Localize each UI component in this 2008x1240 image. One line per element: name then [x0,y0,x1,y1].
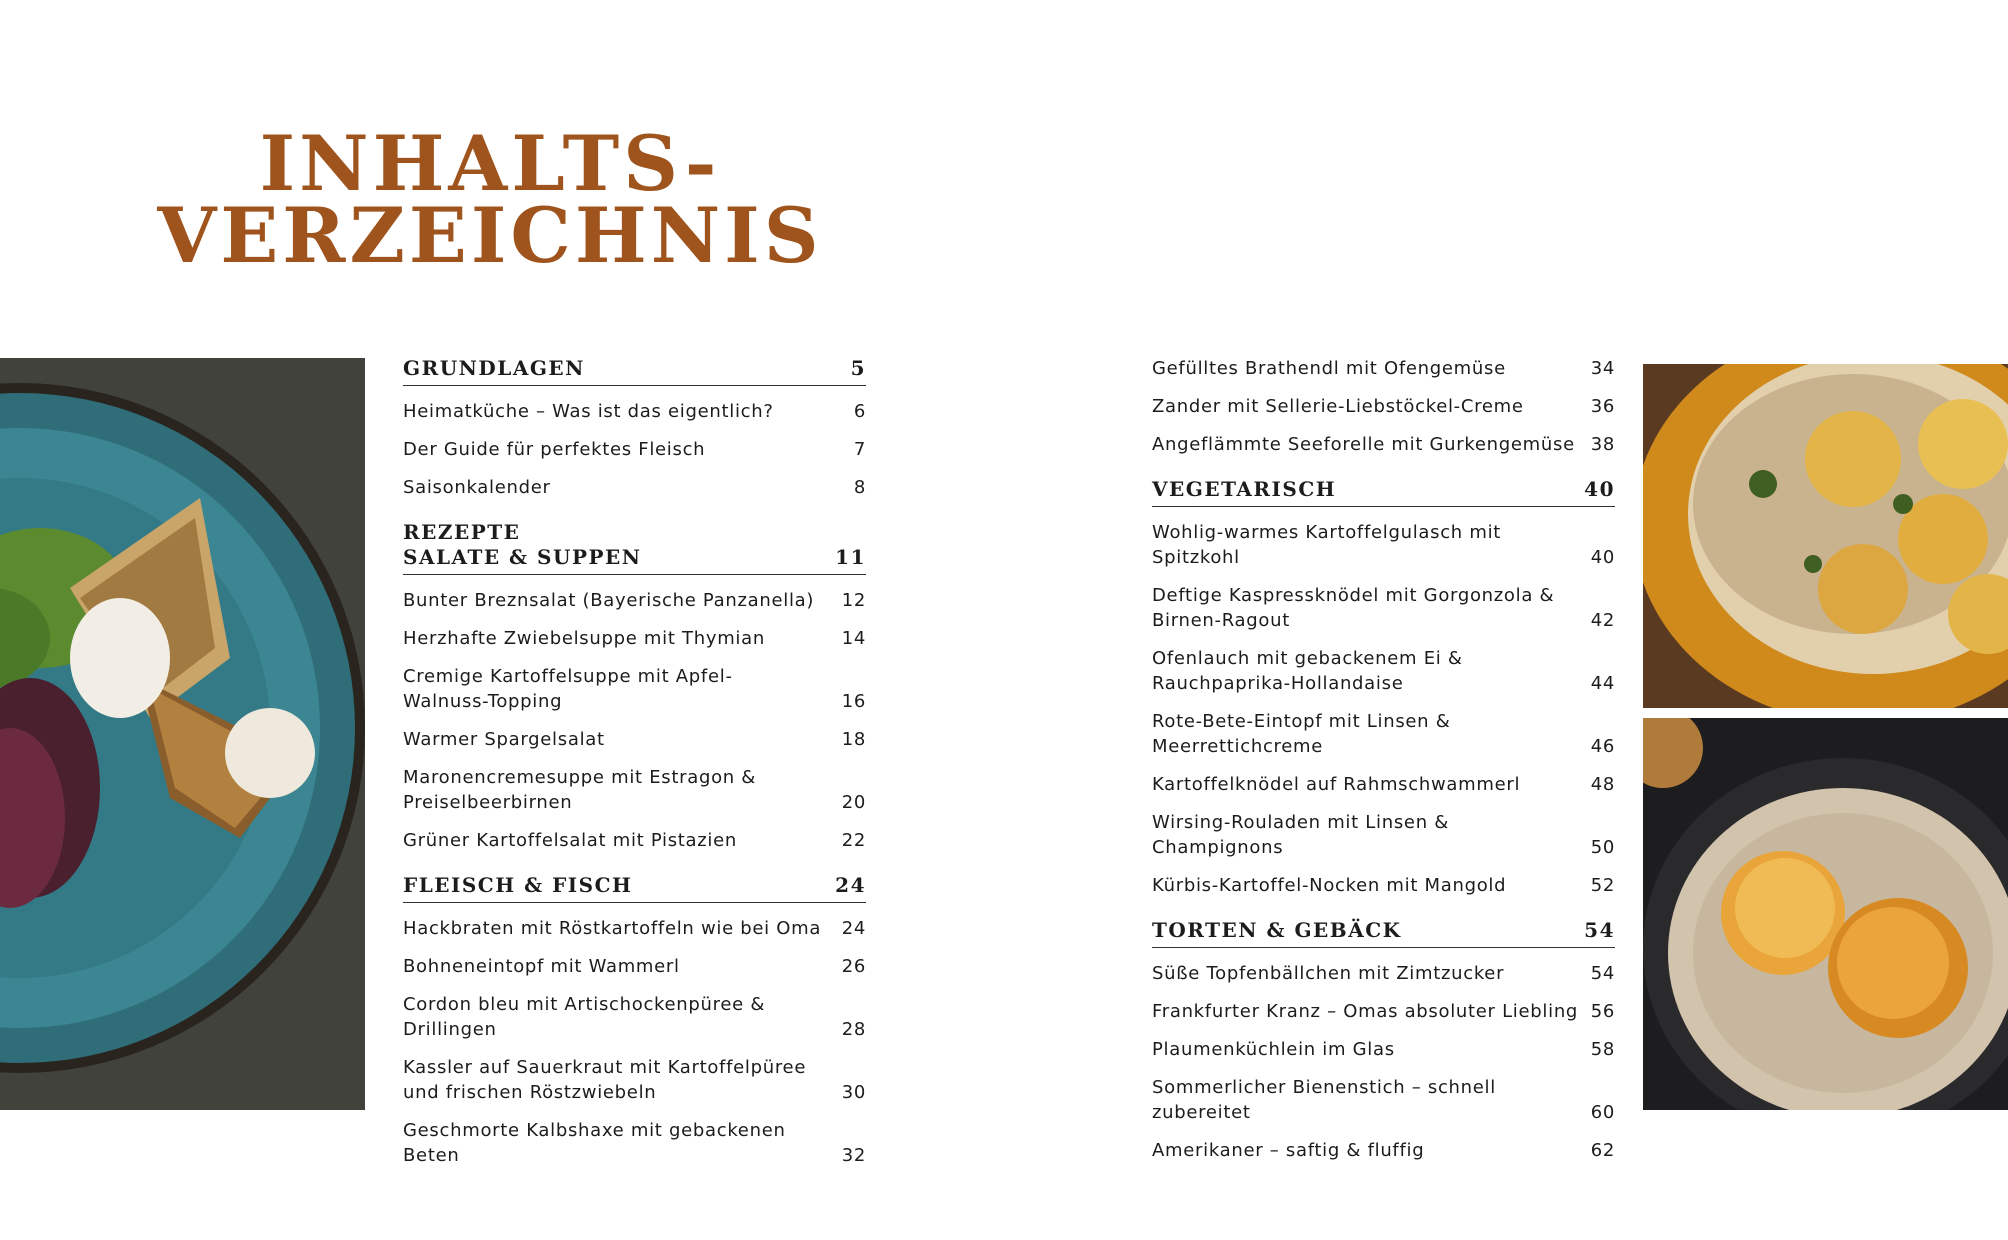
toc-entry[interactable]: Grüner Kartoffelsalat mit Pistazien 22 [403,830,866,851]
toc-section-vegetarisch [1152,477,1615,898]
toc-entry[interactable]: Bohneneintopf mit Wammerl 26 [403,956,866,977]
toc-entry[interactable]: Deftige Kaspressknödel mit Gorgonzola & Birnen-Ragout 42 [1152,585,1615,631]
toc-entry[interactable]: Geschmorte Kalbshaxe mit gebackenen Beten 32 [403,1120,866,1166]
toc-entry[interactable]: Gefülltes Brathendl mit Ofengemüse 34 [1152,358,1615,379]
page-title-line-1: INHALTS- [259,119,721,208]
toc-section-torten-gebaeck [1152,918,1615,1163]
toc-entry[interactable]: Hackbraten mit Röstkartoffeln wie bei Oma 24 [403,918,866,939]
toc-entry[interactable]: Zander mit Sellerie-Liebstöckel-Creme 36 [1152,396,1615,417]
photo-topfenbaellchen [1643,718,2008,1110]
toc-section-fleisch-fisch [403,873,866,1168]
toc-entry[interactable]: Wohlig-warmes Kartoffelgulasch mit Spitzkohl 40 [1152,522,1615,568]
toc-entry[interactable]: Angeflämmte Seeforelle mit Gurkengemüse 38 [1152,434,1615,455]
page-title-line-2: VERZEICHNIS [157,191,823,280]
section-heading[interactable]: REZEPTE SALATE & SUPPEN 11 [403,520,866,575]
toc-entry[interactable]: Kürbis-Kartoffel-Nocken mit Mangold 52 [1152,875,1615,896]
toc-entry[interactable]: Rote-Bete-Eintopf mit Linsen & Meerrettichcreme 46 [1152,711,1615,757]
toc-entry[interactable]: Heimatküche – Was ist das eigentlich? 6 [403,401,866,422]
section-heading[interactable]: GRUNDLAGEN 5 [403,356,866,386]
photo-fish-dish [0,358,365,1110]
photo-knoedel-dish [1643,364,2008,708]
toc-column-right [1152,356,1615,1183]
toc-entry[interactable]: Wirsing-Rouladen mit Linsen & Champignons 50 [1152,812,1615,858]
toc-entry[interactable]: Warmer Spargelsalat 18 [403,729,866,750]
toc-entry[interactable]: Kassler auf Sauerkraut mit Kartoffelpüree und frischen Röstzwiebeln 30 [403,1057,866,1103]
toc-entry[interactable]: Bunter Breznsalat (Bayerische Panzanella) 12 [403,590,866,611]
section-heading[interactable]: FLEISCH & FISCH 24 [403,873,866,903]
section-heading[interactable]: VEGETARISCH 40 [1152,477,1615,507]
toc-entry[interactable]: Maronencremesuppe mit Estragon & Preiselbeerbirnen 20 [403,767,866,813]
toc-section-grundlagen [403,356,866,500]
toc-section-salate-suppen [403,520,866,853]
toc-section-fleisch-fisch-cont [1152,356,1615,457]
toc-entry[interactable]: Saisonkalender 8 [403,477,866,498]
toc-entry[interactable]: Frankfurter Kranz – Omas absoluter Liebling 56 [1152,1001,1615,1022]
toc-entry[interactable]: Ofenlauch mit gebackenem Ei & Rauchpaprika-Hollandaise 44 [1152,648,1615,694]
section-heading[interactable]: TORTEN & GEBÄCK 54 [1152,918,1615,948]
toc-entry[interactable]: Süße Topfenbällchen mit Zimtzucker 54 [1152,963,1615,984]
toc-column-left [403,356,866,1188]
toc-entry[interactable]: Cordon bleu mit Artischockenpüree & Drillingen 28 [403,994,866,1040]
page-title [150,119,830,280]
toc-entry[interactable]: Kartoffelknödel auf Rahmschwammerl 48 [1152,774,1615,795]
toc-entry[interactable]: Sommerlicher Bienenstich – schnell zubereitet 60 [1152,1077,1615,1123]
toc-entry[interactable]: Der Guide für perfektes Fleisch 7 [403,439,866,460]
toc-entry[interactable]: Amerikaner – saftig & fluffig 62 [1152,1140,1615,1161]
toc-entry[interactable]: Cremige Kartoffelsuppe mit Apfel- Walnuss-Topping 16 [403,666,866,712]
toc-entry[interactable]: Plaumenküchlein im Glas 58 [1152,1039,1615,1060]
toc-entry[interactable]: Herzhafte Zwiebelsuppe mit Thymian 14 [403,628,866,649]
